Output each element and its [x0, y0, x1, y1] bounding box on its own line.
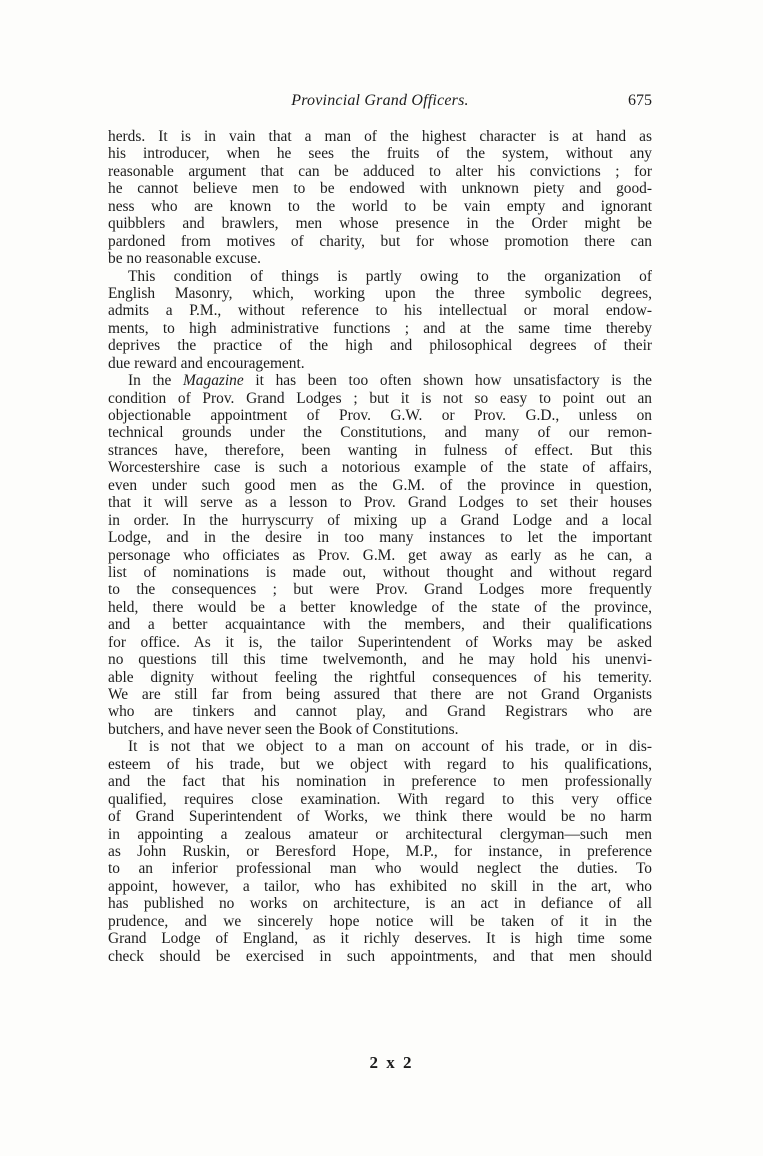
text-line: Worcestershire case is such a notorious example of the state of affairs, [108, 459, 652, 477]
running-head-title: Provincial Grand Officers. [291, 92, 469, 109]
text-line: has published no works on architecture, is an act in defiance of all [108, 895, 652, 913]
text-line: herds. It is in vain that a man of the highest character is at hand as [108, 128, 652, 145]
text-line: quibblers and brawlers, men whose presence in the Order might be [108, 215, 652, 233]
text-line: We are still far from being assured that there are not Grand Organists [108, 686, 652, 703]
text-line: be no reasonable excuse. [108, 250, 261, 268]
running-head [108, 92, 652, 116]
text-line: Lodge, and in the desire in too many instances to let the important [108, 529, 652, 547]
text-line: his introducer, when he sees the fruits of the system, without any [108, 145, 652, 163]
text-line: qualified, requires close examination. With regard to this very office [108, 790, 652, 808]
text-line: personage who officiates as Prov. G.M. get away as early as he can, a [108, 546, 652, 564]
text-line: admits a P.M., without reference to his intellectual or moral endow- [108, 302, 652, 320]
text-line: to an inferior professional man who would neglect the duties. To [108, 860, 652, 878]
text-line: esteem of his trade, but we object with regard to his qualifications, [108, 755, 652, 773]
text-line: It is not that we object to a man on account of his trade, or in dis- [128, 738, 652, 756]
text-line: English Masonry, which, working upon the three symbolic degrees, [108, 284, 652, 302]
signature-mark: 2 x 2 [369, 1053, 414, 1072]
text-line: This condition of things is partly owing to the organization of [128, 267, 652, 285]
text-line: and the fact that his nomination in preference to men professionally [108, 773, 652, 791]
text-line: and a better acquaintance with the members, and their qualifications [108, 616, 652, 634]
text-line: pardoned from motives of charity, but for whose promotion there can [108, 232, 652, 250]
text-line: he cannot believe men to be endowed with unknown piety and good- [108, 180, 652, 198]
text-line: able dignity without feeling the rightful consequences of his temerity. [108, 668, 652, 686]
text-line: ness who are known to the world to be vain empty and ignorant [108, 197, 652, 215]
text-line: ments, to high administrative functions ; and at the same time thereby [108, 319, 652, 337]
text-line: in order. In the hurryscurry of mixing up a Grand Lodge and a local [108, 511, 652, 529]
text-line: to the consequences ; but were Prov. Grand Lodges more frequently [108, 581, 652, 599]
text-line: for office. As it is, the tailor Superintendent of Works may be asked [108, 633, 652, 651]
text-line: held, there would be a better knowledge of the state of the province, [108, 598, 652, 616]
text-line: that it will serve as a lesson to Prov. Grand Lodges to set their houses [108, 494, 652, 512]
text-line: condition of Prov. Grand Lodges ; but it is not so easy to point out an [108, 389, 652, 407]
body-text [108, 128, 652, 965]
text-line: due reward and encouragement. [108, 354, 305, 372]
text-line: prudence, and we sincerely hope notice will be taken of it in the [108, 912, 652, 930]
text-line: reasonable argument that can be adduced to alter his convictions ; for [108, 162, 652, 180]
page-number: 675 [628, 92, 652, 109]
text-line: check should be exercised in such appointments, and that men should [108, 947, 652, 965]
text-line: Grand Lodge of England, as it richly deserves. It is high time some [108, 930, 652, 948]
text-line: of Grand Superintendent of Works, we think there would be no harm [108, 808, 652, 826]
text-line: list of nominations is made out, without thought and without regard [108, 563, 652, 581]
text-line: even under such good men as the G.M. of the province in question, [108, 476, 652, 494]
text-line: no questions till this time twelvemonth, and he may hold his unenvi- [108, 651, 652, 669]
text-line: deprives the practice of the high and philosophical degrees of their [108, 337, 652, 355]
text-line: technical grounds under the Constitutions, and many of our remon- [108, 424, 652, 442]
text-line: objectionable appointment of Prov. G.W. or Prov. G.D., unless on [108, 407, 652, 424]
text-line: appoint, however, a tailor, who has exhibited no skill in the art, who [108, 877, 652, 895]
text-line: butchers, and have never seen the Book of Constitutions. [108, 720, 459, 738]
text-line: in appointing a zealous amateur or architectural clergyman—such men [108, 825, 652, 843]
text-line: strances have, therefore, been wanting in fulness of effect. But this [108, 441, 652, 459]
text-line: as John Ruskin, or Beresford Hope, M.P., for instance, in preference [108, 842, 652, 860]
text-line: who are tinkers and cannot play, and Grand Registrars who are [108, 703, 652, 721]
text-line: In the Magazine it has been too often shown how unsatisfactory is the [128, 372, 652, 390]
